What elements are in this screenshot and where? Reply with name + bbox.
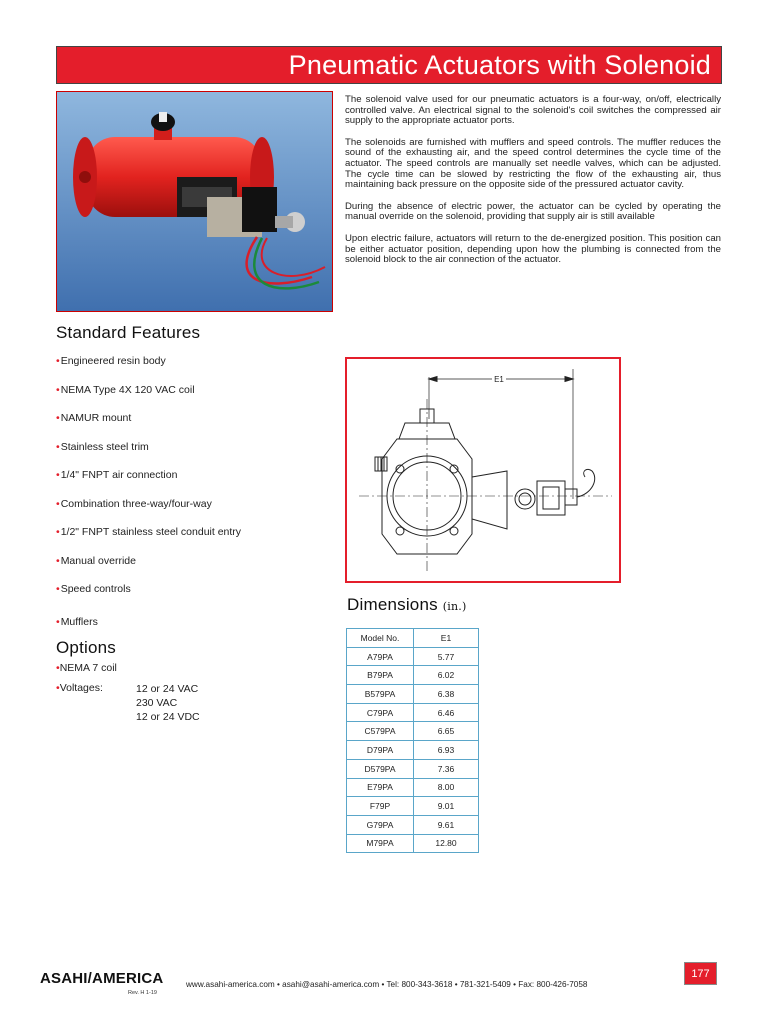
bullet: • bbox=[56, 497, 60, 510]
option-voltages bbox=[56, 682, 336, 724]
table-row: F79P 9.01 bbox=[347, 797, 479, 816]
page-title: Pneumatic Actuators with Solenoid bbox=[56, 46, 722, 84]
voltage-value: 230 VAC bbox=[136, 697, 178, 709]
bullet: • bbox=[56, 583, 60, 595]
table-row: B79PA 6.02 bbox=[347, 666, 479, 685]
list-item: •1/2" FNPT stainless steel conduit entry bbox=[56, 526, 242, 538]
bullet: • bbox=[56, 469, 60, 481]
dimensions-heading: Dimensions (in.) bbox=[347, 595, 467, 614]
company-logo: ASAHI/AMERICA bbox=[40, 970, 164, 987]
list-item: •NAMUR mount bbox=[56, 412, 132, 424]
bullet: • bbox=[56, 616, 60, 628]
table-row: E79PA 8.00 bbox=[347, 778, 479, 797]
column-header: Model No. bbox=[347, 629, 414, 648]
table-row: D79PA 6.93 bbox=[347, 741, 479, 760]
list-item: •1/4" FNPT air connection bbox=[56, 469, 178, 481]
bullet: • bbox=[56, 383, 60, 396]
list-item: •Stainless steel trim bbox=[56, 440, 149, 453]
description-paragraph: Upon electric failure, actuators will return to the de-energized position. This position can be either actuator position, depending upon how the plumbing is connected from the solenoid block to the air connection of the actuator. bbox=[345, 232, 721, 266]
table-row: M79PA 12.80 bbox=[347, 834, 479, 853]
standard-features-heading: Standard Features bbox=[56, 323, 201, 342]
list-item: •NEMA Type 4X 120 VAC coil bbox=[56, 383, 195, 396]
voltage-value: 12 or 24 VDC bbox=[136, 711, 200, 723]
table-row: C79PA 6.46 bbox=[347, 703, 479, 722]
list-item: •Speed controls bbox=[56, 583, 131, 595]
option-item: •NEMA 7 coil bbox=[56, 662, 117, 674]
table-row: B579PA 6.38 bbox=[347, 685, 479, 704]
bullet: • bbox=[56, 662, 60, 674]
dimension-label-e1: E1 bbox=[494, 375, 504, 384]
contact-info: www.asahi-america.com • asahi@asahi-america.com • Tel: 800-343-3618 • 781-321-5409 • Fax: 800-426-7058 bbox=[186, 980, 588, 989]
voltages-label: Voltages: bbox=[59, 682, 103, 694]
column-header: E1 bbox=[414, 629, 479, 648]
bullet: • bbox=[56, 554, 60, 567]
voltage-value: 12 or 24 VAC bbox=[136, 683, 199, 695]
description-paragraph: The solenoid valve used for our pneumatic actuators is a four-way, on/off, electrically controlled valve. An electrical signal to the solenoid's coil switches the compressed air supply to the appropriate actuator ports. bbox=[345, 94, 721, 127]
list-item: •Manual override bbox=[56, 554, 136, 567]
options-block bbox=[56, 662, 336, 724]
description-paragraph: During the absence of electric power, the actuator can be cycled by operating the manual override on the solenoid, providing that supply air is still available bbox=[345, 200, 721, 223]
bullet: • bbox=[56, 682, 60, 694]
page-number: 177 bbox=[684, 962, 717, 985]
table-row: C579PA 6.65 bbox=[347, 722, 479, 741]
bullet: • bbox=[56, 355, 60, 367]
revision-label: Rev. H 1-19 bbox=[128, 990, 157, 996]
list-item: •Combination three-way/four-way bbox=[56, 497, 212, 510]
bullet: • bbox=[56, 440, 60, 453]
bullet: • bbox=[56, 412, 60, 424]
options-heading: Options bbox=[56, 638, 116, 657]
list-item: •Mufflers bbox=[56, 616, 98, 628]
description-text bbox=[345, 95, 721, 277]
table-row: A79PA 5.77 bbox=[347, 647, 479, 666]
dimension-drawing bbox=[345, 357, 621, 583]
dimensions-table bbox=[346, 628, 479, 853]
standard-features-list bbox=[56, 355, 336, 645]
product-photo bbox=[56, 91, 333, 312]
dimensions-unit: (in.) bbox=[442, 600, 467, 613]
table-row: D579PA 7.36 bbox=[347, 759, 479, 778]
list-item: •Engineered resin body bbox=[56, 355, 166, 367]
description-paragraph: The solenoids are furnished with mufflers and speed controls. The muffler reduces the sound of the exhausting air, and the speed control determines the cycle time of the actuator. The speed controls are manually set needle valves, which can be adjusted. The cycle time can be slowed by restricting the flow of the exhausting air, thus maintaining back pressure on the opposite side of the pressured actuator cavity. bbox=[345, 136, 721, 191]
bullet: • bbox=[56, 526, 60, 538]
table-header-row bbox=[347, 629, 479, 648]
table-row: G79PA 9.61 bbox=[347, 815, 479, 834]
